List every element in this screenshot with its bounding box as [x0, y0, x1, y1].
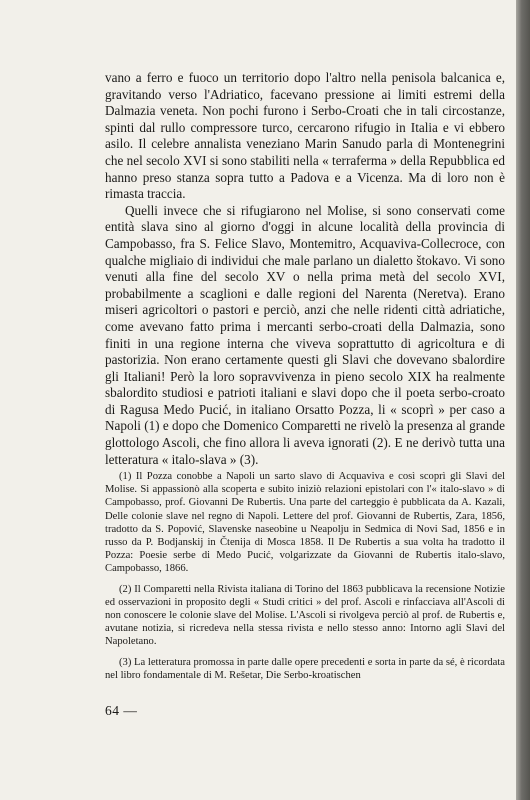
footnote-3: (3) La letteratura promossa in parte dalle opere precedenti e sorta in parte da sé, è ricordata nel libro fondamentale di M. Rešetar, Die Serbo-kroatischen — [105, 656, 505, 681]
page-number: 64 — — [105, 703, 138, 718]
footnote-2: (2) Il Comparetti nella Rivista italiana di Torino del 1863 pubblicava la recensione Notizie ed osservazioni in proposito degli « Studi critici » del prof. Ascoli e rinfacciava all'Ascoli di non conoscere le colonie slave del Molise. L'Ascoli si rivolgeva perciò al prof. de Rubertis e, avutane notizia, si ricredeva nella stessa rivista e nello stesso anno: Intorno agli Slavi del Napoletano. — [105, 583, 505, 648]
footnote-1: (1) Il Pozza conobbe a Napoli un sarto slavo di Acquaviva e così scoprì gli Slavi del Molise. Si appassionò alla scoperta e subito iniziò relazioni epistolari con l'« italo-slavo » di Campobasso, prof. Giovanni De Rubertis. Una parte del carteggio è pubblicata da A. Kazali, Delle colonie slave nel regno di Napoli. Lettere del prof. Giovanni de Rubertis, Zara, 1856, tradotto da S. Popović, Slavenske naseobine u Neapolju in Sedmica di Novi Sad, 1856 e in russo da P. Bodjanskij in Čtenija di Mosca 1858. Il De Rubertis a sua volta ha tradotto il Pozza: Poesie serbe di Medo Pucić, volgarizzate da Giovanni de Rubertis italo-slavo, Campobasso, 1866. — [105, 471, 505, 575]
main-text — [105, 70, 505, 468]
body-paragraph-2: Quelli invece che si rifugiarono nel Molise, si sono conservati come entità slava sino al giorno d'oggi in alcune località della provincia di Campobasso, fra S. Felice Slavo, Montemitro, Acquaviva-Collecroce, con qualche migliaio di individui che male parlano un dialetto štokavo. Vi sono venuti alla fine del secolo XV o nella prima metà del secolo XVI, probabilmente a scaglioni e dalle regioni del Narenta (Neretva). Erano miseri agricoltori o pastori e perciò, anzi che nelle ridenti città adriatiche, come avevano fatto prima i mercanti serbo-croati della Dalmazia, sono finiti in una regione interna che viveva soprattutto di agricoltura e di pastorizia. Non erano certamente questi gli Slavi che dovevano sbalordire gli Italiani! Però la loro sopravvivenza in pieno secolo XIX ha realmente sbalordito studiosi e patrioti italiani e slavi dopo che il poeta serbo-croato di Ragusa Medo Pucić, in italiano Orsatto Pozza, li « scoprì » per caso a Napoli (1) e dopo che Domenico Comparetti ne rivelò la presenza al grande glottologo Ascoli, che fino allora li aveva ignorati (2). E ne derivò tutta una letteratura « italo-slava » (3). — [105, 202, 505, 467]
body-paragraph-1: vano a ferro e fuoco un territorio dopo l'altro nella penisola balcanica e, gravitando verso l'Adriatico, facevano pressione ai limiti estremi della Dalmazia veneta. Non pochi furono i Serbo-Croati che in tali circostanze, spinti dal rullo compressore turco, cercarono rifugio in Italia e vi ebbero asilo. Il celebre annalista veneziano Marin Sanudo parla di Montenegrini che nel secolo XVI si sono stabiliti nella « terraferma » della Repubblica ed hanno preso stanza sopra tutto a Padova e a Vicenza. Ma di loro non è rimasta traccia. — [105, 70, 505, 202]
page-edge-shadow — [516, 0, 530, 800]
footnotes — [105, 470, 505, 689]
